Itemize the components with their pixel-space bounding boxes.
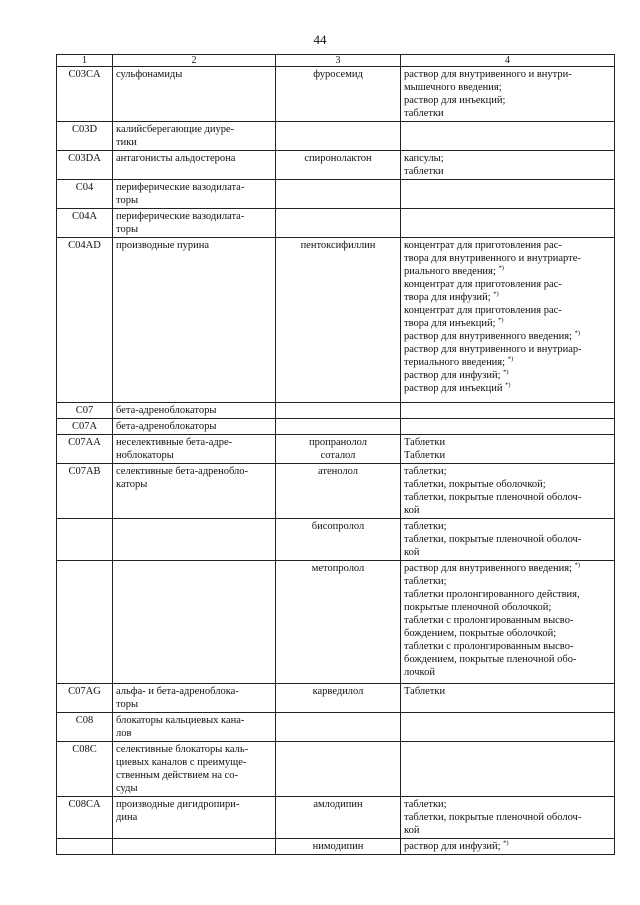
group-name-cell: альфа- и бета-адреноблока- торы bbox=[113, 684, 276, 713]
table-row bbox=[57, 435, 615, 464]
table-row bbox=[57, 797, 615, 839]
drug-name-cell: метопролол bbox=[276, 561, 401, 684]
group-name-cell: бета-адреноблокаторы bbox=[113, 419, 276, 435]
dosage-form-cell: раствор для внутривенного и внутри- мышечного введения; раствор для инъекций; таблетки bbox=[401, 67, 615, 122]
group-name-cell bbox=[113, 519, 276, 561]
drug-name-cell: фуросемид bbox=[276, 67, 401, 122]
dosage-form-cell: раствор для внутривенного введения; *) таблетки; таблетки пролонгированного действия, покрытые пленочной оболочкой; таблетки с пролонгированным высво- бождением, покрытые оболочкой; таблетки с пролонгированным высво- бождением, покрытые пленочной обо- лочкой bbox=[401, 561, 615, 684]
dosage-form-cell bbox=[401, 419, 615, 435]
drug-name-cell: пентоксифиллин bbox=[276, 238, 401, 403]
table-header-row bbox=[57, 55, 615, 67]
dosage-form-cell: Таблетки bbox=[401, 684, 615, 713]
atc-code-cell bbox=[57, 519, 113, 561]
atc-code-cell: C04A bbox=[57, 209, 113, 238]
header-cell: 4 bbox=[401, 55, 615, 67]
drug-name-cell bbox=[276, 403, 401, 419]
drug-name-cell bbox=[276, 713, 401, 742]
drug-name-cell: спиронолактон bbox=[276, 151, 401, 180]
table-row bbox=[57, 151, 615, 180]
group-name-cell: селективные бета-адренобло- каторы bbox=[113, 464, 276, 519]
table-row bbox=[57, 67, 615, 122]
dosage-form-cell: раствор для инфузий; *) bbox=[401, 839, 615, 855]
dosage-form-cell: концентрат для приготовления рас- твора для внутривенного и внутриарте- риального введения; *) концентрат для приготовления рас- твора для инфузий; *) концентрат для приготовления рас- твора для инъекций; *) раствор для внутривенного введения; *) раствор для внутривенного и внутриар- териального введения; *) раствор для инфузий; *) раствор для инъекций *) bbox=[401, 238, 615, 403]
atc-code-cell: C07AG bbox=[57, 684, 113, 713]
dosage-form-cell: таблетки; таблетки, покрытые оболочкой; таблетки, покрытые пленочной оболоч- кой bbox=[401, 464, 615, 519]
page-number: 44 bbox=[313, 32, 327, 47]
atc-code-cell: C03D bbox=[57, 122, 113, 151]
header-cell: 1 bbox=[57, 55, 113, 67]
table-row bbox=[57, 180, 615, 209]
group-name-cell: селективные блокаторы каль- циевых каналов с преимуще- ственным действием на со- суды bbox=[113, 742, 276, 797]
dosage-form-cell bbox=[401, 742, 615, 797]
drug-name-cell: амлодипин bbox=[276, 797, 401, 839]
group-name-cell: антагонисты альдостерона bbox=[113, 151, 276, 180]
atc-code-cell: C03CA bbox=[57, 67, 113, 122]
atc-code-cell: C07AB bbox=[57, 464, 113, 519]
atc-code-cell: C08 bbox=[57, 713, 113, 742]
group-name-cell: неселективные бета-адре- ноблокаторы bbox=[113, 435, 276, 464]
table-row bbox=[57, 519, 615, 561]
table-row bbox=[57, 403, 615, 419]
header-cell: 3 bbox=[276, 55, 401, 67]
atc-code-cell: C08CA bbox=[57, 797, 113, 839]
table-row bbox=[57, 238, 615, 403]
group-name-cell: периферические вазодилата- торы bbox=[113, 180, 276, 209]
group-name-cell bbox=[113, 561, 276, 684]
atc-code-cell: C04 bbox=[57, 180, 113, 209]
table-row bbox=[57, 419, 615, 435]
table-row bbox=[57, 839, 615, 855]
table-row bbox=[57, 713, 615, 742]
drug-name-cell: карведилол bbox=[276, 684, 401, 713]
atc-code-cell: C07 bbox=[57, 403, 113, 419]
drug-name-cell bbox=[276, 742, 401, 797]
group-name-cell bbox=[113, 839, 276, 855]
atc-code-cell: C04AD bbox=[57, 238, 113, 403]
atc-code-cell: C03DA bbox=[57, 151, 113, 180]
group-name-cell: блокаторы кальциевых кана- лов bbox=[113, 713, 276, 742]
drug-name-cell: нимодипин bbox=[276, 839, 401, 855]
table-row bbox=[57, 684, 615, 713]
drug-table bbox=[56, 54, 615, 855]
drug-name-cell bbox=[276, 419, 401, 435]
drug-name-cell: пропранолол соталол bbox=[276, 435, 401, 464]
dosage-form-cell bbox=[401, 180, 615, 209]
atc-code-cell: C08C bbox=[57, 742, 113, 797]
atc-code-cell: C07A bbox=[57, 419, 113, 435]
table-row bbox=[57, 464, 615, 519]
atc-code-cell bbox=[57, 839, 113, 855]
group-name-cell: производные дигидропири- дина bbox=[113, 797, 276, 839]
drug-name-cell bbox=[276, 180, 401, 209]
group-name-cell: бета-адреноблокаторы bbox=[113, 403, 276, 419]
table-row bbox=[57, 742, 615, 797]
group-name-cell: сульфонамиды bbox=[113, 67, 276, 122]
header-cell: 2 bbox=[113, 55, 276, 67]
group-name-cell: производные пурина bbox=[113, 238, 276, 403]
table-row bbox=[57, 122, 615, 151]
dosage-form-cell bbox=[401, 713, 615, 742]
dosage-form-cell: таблетки; таблетки, покрытые пленочной оболоч- кой bbox=[401, 519, 615, 561]
drug-name-cell: атенолол bbox=[276, 464, 401, 519]
atc-code-cell: C07AA bbox=[57, 435, 113, 464]
dosage-form-cell: капсулы; таблетки bbox=[401, 151, 615, 180]
drug-name-cell bbox=[276, 209, 401, 238]
dosage-form-cell bbox=[401, 209, 615, 238]
group-name-cell: калийсберегающие диуре- тики bbox=[113, 122, 276, 151]
table-row bbox=[57, 209, 615, 238]
atc-code-cell bbox=[57, 561, 113, 684]
drug-name-cell bbox=[276, 122, 401, 151]
dosage-form-cell: Таблетки Таблетки bbox=[401, 435, 615, 464]
table-row bbox=[57, 561, 615, 684]
drug-name-cell: бисопролол bbox=[276, 519, 401, 561]
dosage-form-cell bbox=[401, 122, 615, 151]
dosage-form-cell bbox=[401, 403, 615, 419]
dosage-form-cell: таблетки; таблетки, покрытые пленочной оболоч- кой bbox=[401, 797, 615, 839]
group-name-cell: периферические вазодилата- торы bbox=[113, 209, 276, 238]
